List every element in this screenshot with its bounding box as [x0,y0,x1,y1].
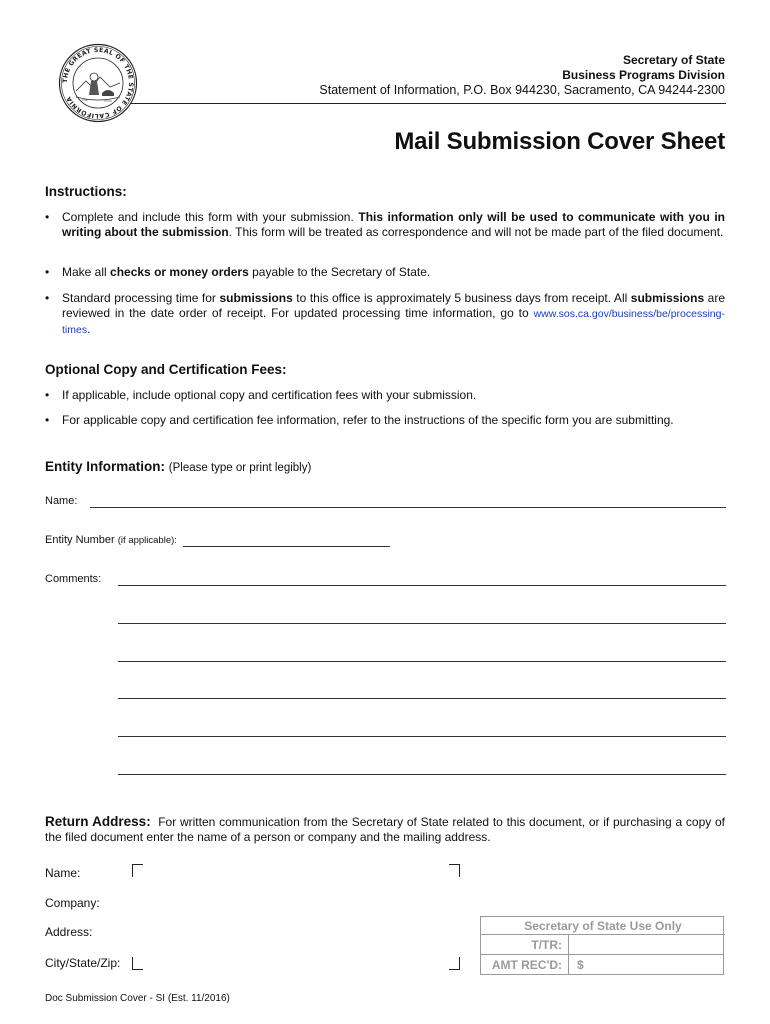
comments-label: Comments: [45,573,102,585]
bracket-corner [132,864,143,877]
return-company-label: Company: [45,896,100,910]
office-use-only-box [480,916,724,975]
comments-line[interactable] [118,585,726,586]
fee-text: For applicable copy and certification fee information, refer to the instructions of the specific form you are submitting. [62,413,674,427]
fee-item [45,388,725,403]
comments-line[interactable] [118,623,726,624]
bullet-icon: • [45,210,50,224]
bullet-icon: • [45,265,50,279]
entity-heading: Entity Information: (Please type or print legibly) [45,459,312,474]
instruction-item [45,265,725,280]
header-divider [130,103,726,104]
svg-text:THE GREAT SEAL OF THE STATE OF: THE GREAT SEAL OF THE STATE OF CALIFORNIA [61,46,135,120]
amt-received-label: AMT REC'D: [481,955,569,975]
comments-line[interactable] [118,736,726,737]
return-city-state-zip-label: City/State/Zip: [45,956,121,970]
form-title: Mail Submission Cover Sheet [394,128,725,155]
fee-item [45,413,725,428]
bullet-icon: • [45,291,50,305]
amt-received-value: $ [577,958,584,972]
return-address-label: Address: [45,925,93,939]
entity-name-label: Name: [45,495,78,507]
comments-line[interactable] [118,698,726,699]
instructions-heading: Instructions: [45,184,127,199]
instruction-item [45,291,725,338]
comments-line[interactable] [118,774,726,775]
bracket-corner [449,864,460,877]
bracket-corner [449,957,460,970]
return-address-entry-area[interactable] [132,864,460,970]
ttr-label: T/TR: [481,935,569,955]
bracket-corner [132,957,143,970]
form-footer: Doc Submission Cover - SI (Est. 11/2016) [45,993,230,1004]
instruction-text: Make all checks or money orders payable to the Secretary of State. [62,265,431,279]
california-state-seal-icon [58,43,138,123]
instruction-item [45,210,725,240]
amt-received-row [481,955,724,975]
mailing-address: Statement of Information, P.O. Box 944230, Sacramento, CA 94244-2300 [319,83,725,97]
comments-line[interactable] [118,661,726,662]
optional-fees-heading: Optional Copy and Certification Fees: [45,362,287,377]
return-name-label: Name: [45,866,81,880]
entity-name-field[interactable] [90,507,726,508]
return-address-heading: Return Address: [45,814,151,829]
instruction-text: Complete and include this form with your submission. This information only will be used to communicate with you in writing about the submission. This form will be treated as correspondence and will not be made part of the filed document. [62,210,725,239]
bullet-icon: • [45,413,50,427]
instruction-text: Standard processing time for submissions to this office is approximately 5 business days from receipt. All submissions are reviewed in the date order of receipt. For updated processing time information, go to www.sos.ca.gov/business/be/processing-times. [62,291,725,336]
return-address-instructions: Return Address: For written communication from the Secretary of State related to this document, or if purchasing a copy of the filed document enter the name of a person or company and the mailing address. [45,814,726,844]
division-name: Business Programs Division [562,68,725,82]
agency-name: Secretary of State [622,53,725,67]
office-use-heading: Secretary of State Use Only [481,917,725,935]
processing-times-link[interactable]: www.sos.ca.gov/business/be/processing-times [62,308,725,336]
entity-number-field[interactable] [183,546,390,547]
entity-number-label: Entity Number (if applicable): [45,534,177,546]
fee-text: If applicable, include optional copy and certification fees with your submission. [62,388,477,402]
ttr-row [481,935,724,955]
bullet-icon: • [45,388,50,402]
